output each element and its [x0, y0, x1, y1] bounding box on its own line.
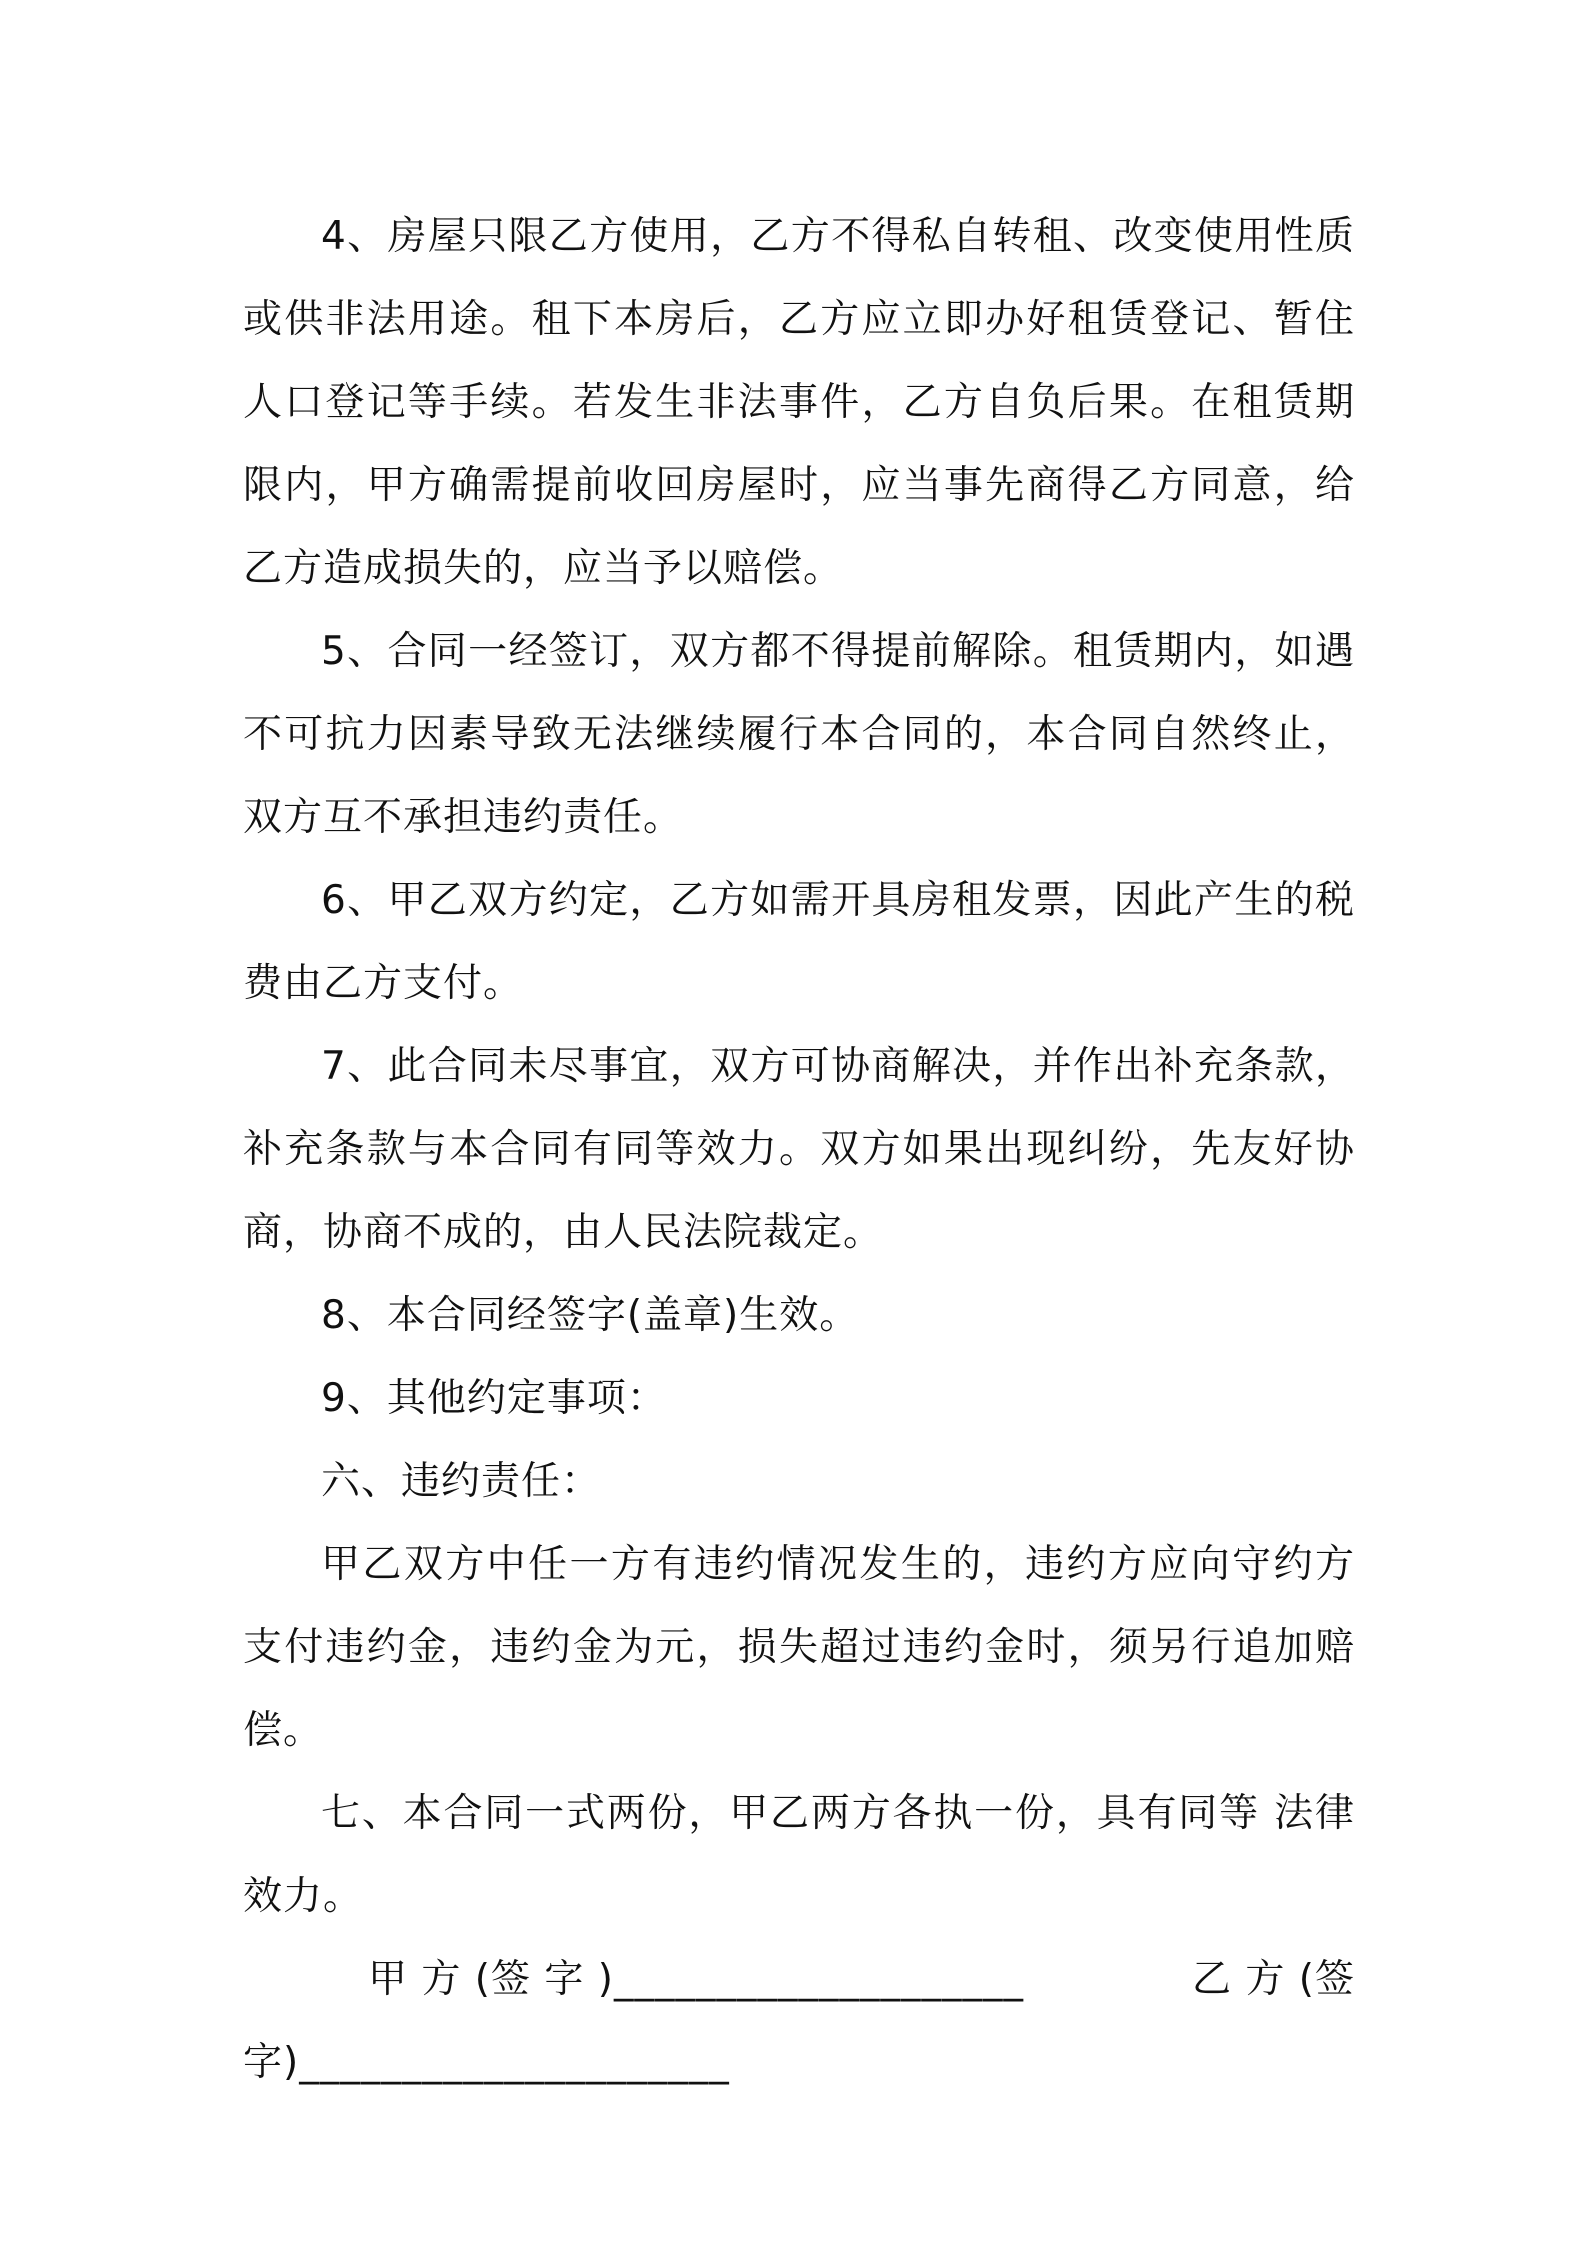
clause-5: 5、合同一经签订，双方都不得提前解除。租赁期内，如遇不可抗力因素导致无法继续履行本合同的，本合同自然终止，双方互不承担违约责任。	[243, 629, 1355, 840]
signature-block	[243, 1938, 1355, 2104]
section-7-text: 七、本合同一式两份，甲乙两方各执一份，具有同等 法律效力。	[243, 1791, 1355, 1919]
party-b-signature-end: 字)_____________________	[243, 2040, 730, 2085]
clause-9: 9、其他约定事项：	[321, 1376, 667, 1421]
party-a-signature: 甲 方 (签 字 )____________________	[368, 1957, 1025, 2002]
section-6-heading: 六、违约责任：	[321, 1459, 602, 1504]
clause-7: 7、此合同未尽事宜，双方可协商解决，并作出补充条款，补充条款与本合同有同等效力。双方如果出现纠纷，先友好协商，协商不成的，由人民法院裁定。	[243, 1044, 1355, 1255]
section-6-text: 甲乙双方中任一方有违约情况发生的，违约方应向守约方支付违约金，违约金为元，损失超过违约金时，须另行追加赔偿。	[243, 1542, 1355, 1753]
contract-body	[243, 195, 1355, 2104]
signature-line-1	[243, 1938, 1355, 2021]
clause-4: 4、房屋只限乙方使用，乙方不得私自转租、改变使用性质或供非法用途。租下本房后，乙方应立即办好租赁登记、暂住人口登记等手续。若发生非法事件，乙方自负后果。在租赁期限内，甲方确需提前收回房屋时，应当事先商得乙方同意，给乙方造成损失的，应当予以赔偿。	[243, 214, 1355, 591]
clause-6: 6、甲乙双方约定，乙方如需开具房租发票，因此产生的税费由乙方支付。	[243, 878, 1355, 1006]
clause-8: 8、本合同经签字(盖章)生效。	[321, 1293, 860, 1338]
party-b-signature-start: 乙 方 (签	[1191, 1957, 1355, 2002]
